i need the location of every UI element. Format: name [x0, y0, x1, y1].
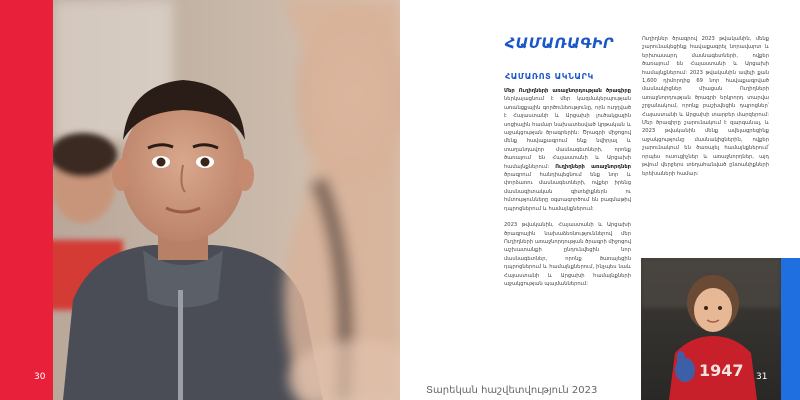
- text-column-1: [504, 87, 631, 332]
- footer-report-title: Տարեկան հաշվետվություն 2023: [426, 385, 598, 396]
- red-accent-strip: [0, 0, 53, 400]
- paragraph-bold-inline: Ուղիղների առաջնորդներ: [555, 163, 631, 170]
- paragraph-body: ներկայացնում է մեր կազմակերպության առանցքային գործունեությունը, որն ուղղված է Հայաստանի և Արցախի լուծակցային սոցիալին համար նախատեսված կրթական և աջակցության ծրագրերին: Ծրագրի միջոցով մենք հավաքագրում ենք նվիրյալ և տաղանդավոր մասնագետների, որոնք ծառայում են Հայաստանի և Արցախի համայնքներում:: [504, 96, 631, 170]
- page-number-left: 30: [34, 372, 46, 382]
- column-1-paragraph-2: 2023 թվականին, Հայաստանի և Արցախի ծրագրային նախաձեռնություններով մեր Ուղիղների առաջնորդության ծրագրի միջոցով աշխատանքի ընդունվեցին նոր մասնագետներ, որոնք ծառայեցին դպրոցներում և համայնքներում, ինչպես նաև Հայաստանի և Արցախի համայնքների աջակցության պայմաններում:: [504, 222, 631, 287]
- column-1-paragraph-1: [504, 87, 631, 213]
- column-2-paragraph-1: Ուղիղներ ծրագրով 2023 թվականին, մենք շարունակեցինք հավաքագրել նորավարտ և երիտասարդ մասնագետների, ովքեր ծառայում են Հայաստանի և Արցախի համայնքներում: 2023 թվականին ավելի քան 1,600 դիմորդից 69 նոր հավաքագրված մասնակիցներ միացան Ուղիղների առաջնորդության ծրագրի երկրորդ տարվա շրջանակում, որոնք բաշխվեցին դպրոցներ՝ Հայաստանի և Արցախի տարբեր մարզերում: Մեր ծրագիրը շարունակում է զարգանալ, և 2023 թվականին մենք ավելացրեցինք աջակցությունը մասնակիցներին, ովքեր շարունակում են ծառայել համայնքներում՝ որպես ուսուցիչներ և առաջնորդներ, այդ թվում վերջերս տեղահանված ընտանիքների երեխաների համար:: [642, 36, 769, 177]
- blue-accent-strip: [781, 258, 800, 400]
- text-column-2: [642, 35, 769, 261]
- subsection-title: ՀԱՄԱՌՈՏ ԱԿՆԱՐԿ: [505, 72, 594, 81]
- section-title: ՀԱՄԱՌԱԳԻՐ: [505, 36, 614, 52]
- right-page: [400, 0, 800, 400]
- sweater-lettering: 1947: [699, 361, 744, 380]
- boy-classroom-photo: [53, 0, 400, 400]
- paragraph-lead-bold: Մեր Ուղիղների առաջնորդության ծրագիրը: [504, 88, 631, 94]
- paragraph-tail: ծրագրում հանդիպեցնում ենք նոր և փորձառու մասնագետների, ովքեր իրենց մասնագիտական գիտելիքներն ու հմտությունները օգտագործում են բազմաթիվ դպրոցներում և համայնքներում:: [504, 172, 631, 212]
- page-number-right: 31: [756, 372, 768, 382]
